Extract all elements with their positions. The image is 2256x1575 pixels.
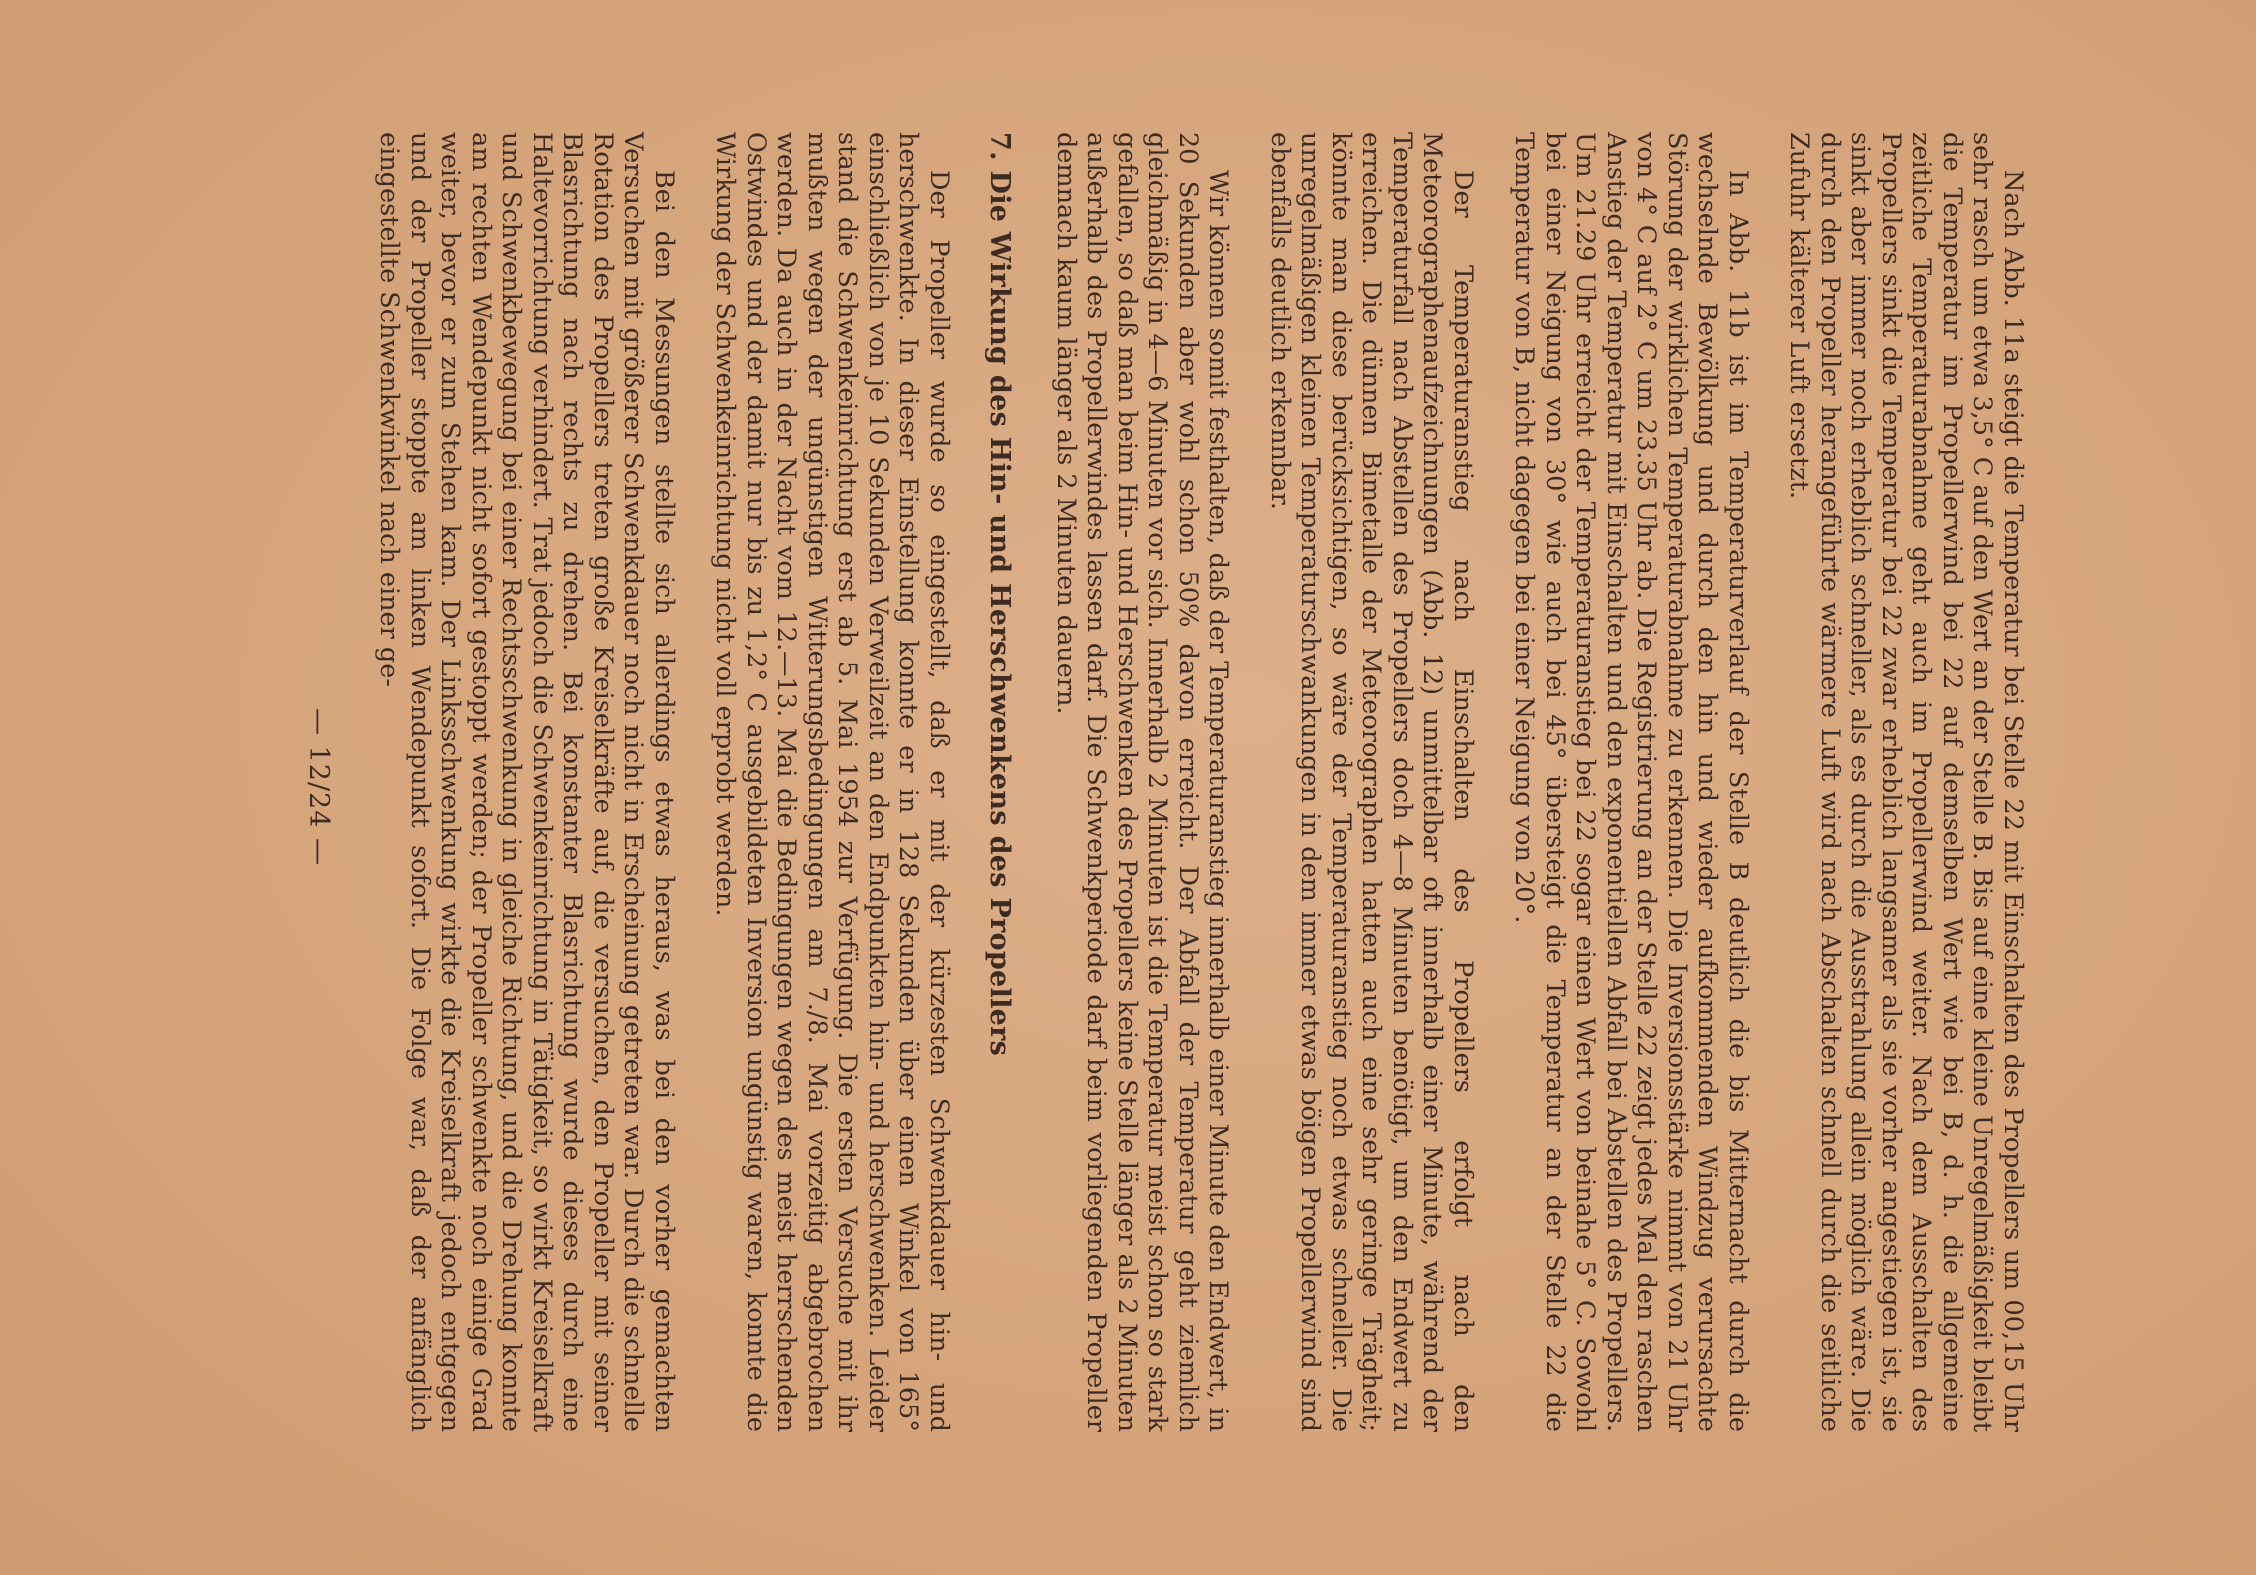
section-heading: 7. Die Wirkung des Hin- und Herschwenkens des Propellers	[984, 132, 1016, 1057]
paragraph-gyroscopic-forces: Bei den Messungen stellte sich allerdings etwas heraus, was bei den vorher gemachten Versuchen mit größerer Schwenkdauer noch nicht in Erscheinung getreten war. Durch die schnelle Rotation des Propellers treten große Kreiselkräfte auf, die versuchen, den Propeller mit seiner Blasrichtung nach rechts zu drehen. Bei konstanter Blasrichtung wurde dieses durch eine Haltevorrichtung verhindert. Trat jedoch die Schwenkeinrichtung in Tätigkeit, so wirkt Kreiselkraft und Schwenkbewegung bei einer Rechtsschwenkung in gleiche Richtung, und die Drehung konnte am rechten Wendepunkt nicht sofort gestoppt werden; der Propeller schwenkte noch einige Grad weiter, bevor er zum Stehen kam. Der Linksschwenkung wirkte die Kreiselkraft jedoch entgegen und der Propeller stoppte am linken Wendepunkt sofort. Die Folge war, daß der anfänglich eingestellte Schwenkwinkel nach einer ge-	[374, 132, 679, 1432]
body-text	[374, 132, 2028, 1432]
rotated-text-block	[88, 27, 2168, 1547]
paragraph-meteorograph-records: Der Temperaturanstieg nach Einschalten des Propellers erfolgt nach den Meteorographenaufzeichnungen (Abb. 12) unmittelbar oft innerhalb einer Minute, während der Temperaturfall nach Abstellen des Propellers doch 4—8 Minuten benötigt, um den Endwert zu erreichen. Die dünnen Bimetalle der Meteorographen hatten auch eine sehr geringe Trägheit; könnte man diese berücksichtigen, so wäre der Temperaturanstieg noch etwas schneller. Die unregelmäßigen kleinen Temperaturschwankungen in dem immer etwas böigen Propellerwind sind ebenfalls deutlich erkennbar.	[1265, 132, 1478, 1432]
paragraph-propeller-setting: Der Propeller wurde so eingestellt, daß er mit der kürzesten Schwenkdauer hin- und herschwenkte. In dieser Einstellung konnte er in 128 Sekunden über einen Winkel von 165° einschließlich von je 10 Sekunden Verweilzeit an den Endpunkten hin- und herschwenken. Leider stand die Schwenkeinrichtung erst ab 5. Mai 1954 zur Verfügung. Die ersten Versuche mit ihr mußten wegen der ungünstigen Witterungsbedingungen am 7./8. Mai vorzeitig abgebrochen werden. Da auch in der Nacht vom 12.—13. Mai die Bedingungen wegen des meist herrschenden Ostwindes und der damit nur bis zu 1,2° C ausgebildeten Inversion ungünstig waren, konnte die Wirkung der Schwenkeinrichtung nicht voll erprobt werden.	[710, 132, 954, 1432]
paragraph-summary-swing-period: Wir können somit festhalten, daß der Temperaturanstieg innerhalb einer Minute den Endwert, in 20 Sekunden aber wohl schon 50% davon erreicht. Der Abfall der Temperatur geht ziemlich gleichmäßig in 4—6 Minuten vor sich. Innerhalb 2 Minuten ist die Temperatur meist schon so stark gefallen, so daß man beim Hin- und Herschwenken des Propellers keine Stelle länger als 2 Minuten außerhalb des Propellerwindes lassen darf. Die Schwenkperiode darf beim vorliegenden Propeller demnach kaum länger als 2 Minuten dauern.	[1051, 132, 1234, 1432]
paragraph-temperature-rise-11a: Nach Abb. 11a steigt die Temperatur bei Stelle 22 mit Einschalten des Propellers um 00,15 Uhr sehr rasch um etwa 3,5° C auf den Wert an der Stelle B. Bis auf eine kleine Unregelmäßigkeit bleibt die Temperatur im Propellerwind bei 22 auf demselben Wert wie bei B, d. h. die allgemeine zeitliche Temperaturabnahme geht auch im Propellerwind weiter. Nach dem Ausschalten des Propellers sinkt die Temperatur bei 22 zwar erheblich langsamer als sie vorher angestiegen ist, sie sinkt aber immer noch erheblich schneller, als es durch die Ausstrahlung allein möglich wäre. Die durch den Propeller herangeführte wärmere Luft wird nach Abschalten schnell durch die seitliche Zufuhr kälterer Luft ersetzt.	[1784, 132, 2028, 1432]
paragraph-temperature-course-11b: In Abb. 11b ist im Temperaturverlauf der Stelle B deutlich die bis Mitternacht durch die wechselnde Bewölkung und durch den hin und wieder aufkommenden Windzug verursachte Störung der wirklichen Temperaturabnahme zu erkennen. Die Inversionsstärke nimmt von 21 Uhr von 4° C auf 2° C um 23.35 Uhr ab. Die Registrierung an der Stelle 22 zeigt jedes Mal den raschen Anstieg der Temperatur mit Einschalten und den exponentiellen Abfall bei Abstellen des Propellers. Um 21.29 Uhr erreicht der Temperaturanstieg bei 22 sogar einen Wert von beinahe 5° C. Sowohl bei einer Neigung von 30° wie auch bei 45° übersteigt die Temperatur an der Stelle 22 die Temperatur von B, nicht dagegen bei einer Neigung von 20°.	[1509, 132, 1753, 1432]
page-number: — 12/24 —	[303, 708, 334, 866]
